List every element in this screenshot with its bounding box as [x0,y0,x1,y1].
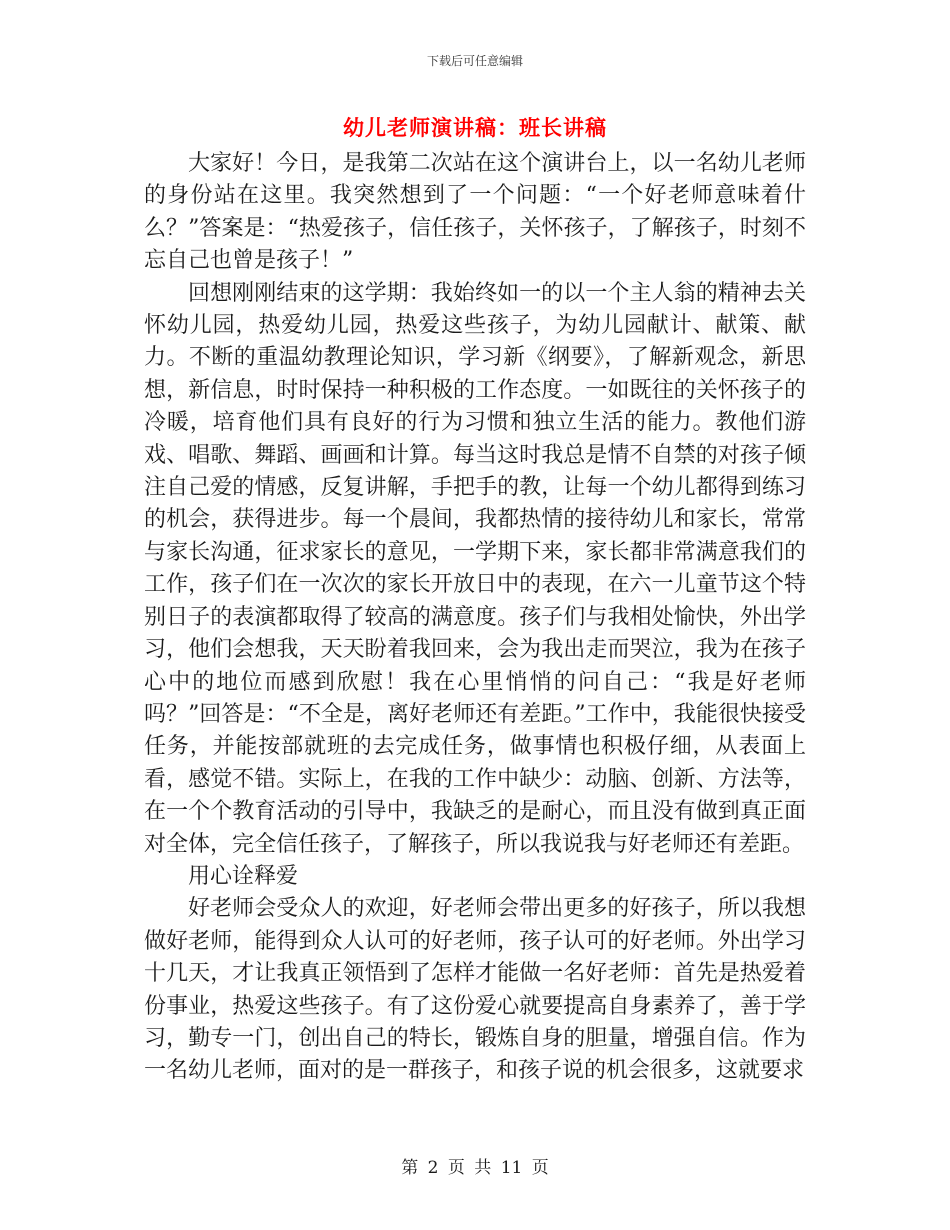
document-body [144,148,806,1088]
page-number: 第 2 页 共 11 页 [401,1158,549,1178]
paragraph-greeting: 大家好！今日，是我第二次站在这个演讲台上，以一名幼儿老师的身份站在这里。我突然想到了一个问题：“一个好老师意味着什么？”答案是：“热爱孩子，信任孩子，关怀孩子，了解孩子，时刻不忘自己也曾是孩子！” [144,151,806,274]
paragraph-review: 回想刚刚结束的这学期：我始终如一的以一个主人翁的精神去关怀幼儿园，热爱幼儿园，热爱这些孩子，为幼儿园献计、献策、献力。不断的重温幼教理论知识，学习新《纲要》，了解新观念，新思想，新信息，时时保持一种积极的工作态度。一如既往的关怀孩子的冷暖，培育他们具有良好的行为习惯和独立生活的能力。教他们游戏、唱歌、舞蹈、画画和计算。每当这时我总是情不自禁的对孩子倾注自己爱的情感，反复讲解，手把手的教，让每一个幼儿都得到练习的机会，获得进步。每一个晨间，我都热情的接待幼儿和家长，常常与家长沟通，征求家长的意见，一学期下来，家长都非常满意我们的工作，孩子们在一次次的家长开放日中的表现，在六一儿童节这个特别日子的表演都取得了较高的满意度。孩子们与我相处愉快，外出学习，他们会想我，天天盼着我回来，会为我出走而哭泣，我为在孩子心中的地位而感到欣慰！我在心里悄悄的问自己：“我是好老师吗？”回答是：“不全是，离好老师还有差距。”工作中，我能很快接受任务，并能按部就班的去完成任务，做事情也积极仔细，从表面上看，感觉不错。实际上，在我的工作中缺少：动脑、创新、方法等，在一个个教育活动的引导中，我缺乏的是耐心，而且没有做到真正面对全体，完全信任孩子，了解孩子，所以我说我与好老师还有差距。 [144,280,806,857]
document-title: 幼儿老师演讲稿：班长讲稿 [343,115,607,140]
section-heading: 用心诠释爱 [188,863,299,889]
paragraph-good-teacher: 好老师会受众人的欢迎，好老师会带出更多的好孩子，所以我想做好老师，能得到众人认可的好老师，孩子认可的好老师。外出学习十几天，才让我真正领悟到了怎样才能做一名好老师：首先是热爱着份事业，热爱这些孩子。有了这份爱心就要提高自身素养了，善于学习，勤专一门，创出自己的特长，锻炼自身的胆量，增强自信。作为一名幼儿老师，面对的是一群孩子，和孩子说的机会很多，这就要求 [144,896,806,1084]
header-note: 下载后可任意编辑 [426,54,523,68]
